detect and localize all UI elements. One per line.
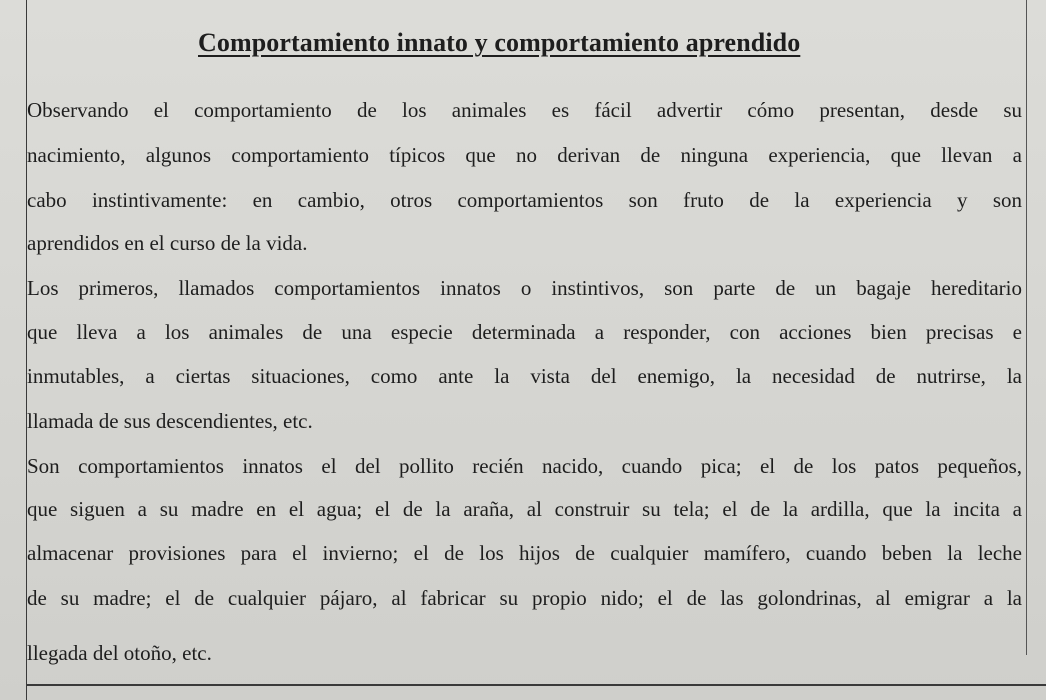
- paragraph-3-line-2: que siguen a su madre en el agua; el de la araña, al construir su tela; el de la ardilla, que la incita a: [27, 497, 1022, 521]
- paragraph-3-line-3: almacenar provisiones para el invierno; el de los hijos de cualquier mamífero, cuando beben la leche: [27, 541, 1022, 565]
- page-border-right: [1026, 0, 1027, 655]
- document-title: Comportamiento innato y comportamiento aprendido: [198, 28, 801, 57]
- paragraph-3-line-4: de su madre; el de cualquier pájaro, al fabricar su propio nido; el de las golondrinas, al emigrar a la: [27, 586, 1022, 610]
- paragraph-1-line-2: nacimiento, algunos comportamiento típicos que no derivan de ninguna experiencia, que llevan a: [27, 143, 1022, 167]
- paragraph-1-line-4: aprendidos en el curso de la vida.: [27, 231, 308, 255]
- paragraph-2-line-1: Los primeros, llamados comportamientos innatos o instintivos, son parte de un bagaje hereditario: [27, 276, 1022, 300]
- paragraph-3-line-5: llegada del otoño, etc.: [27, 641, 212, 665]
- paragraph-2-line-4: llamada de sus descendientes, etc.: [27, 409, 313, 433]
- page-border-bottom: [26, 684, 1046, 686]
- paragraph-1-line-3: cabo instintivamente: en cambio, otros comportamientos son fruto de la experiencia y son: [27, 188, 1022, 212]
- paragraph-1-line-1: Observando el comportamiento de los animales es fácil advertir cómo presentan, desde su: [27, 98, 1022, 122]
- paragraph-3-line-1: Son comportamientos innatos el del pollito recién nacido, cuando pica; el de los patos pequeños,: [27, 454, 1022, 478]
- paragraph-2-line-2: que lleva a los animales de una especie determinada a responder, con acciones bien precisas e: [27, 320, 1022, 344]
- paragraph-2-line-3: inmutables, a ciertas situaciones, como ante la vista del enemigo, la necesidad de nutrirse, la: [27, 364, 1022, 388]
